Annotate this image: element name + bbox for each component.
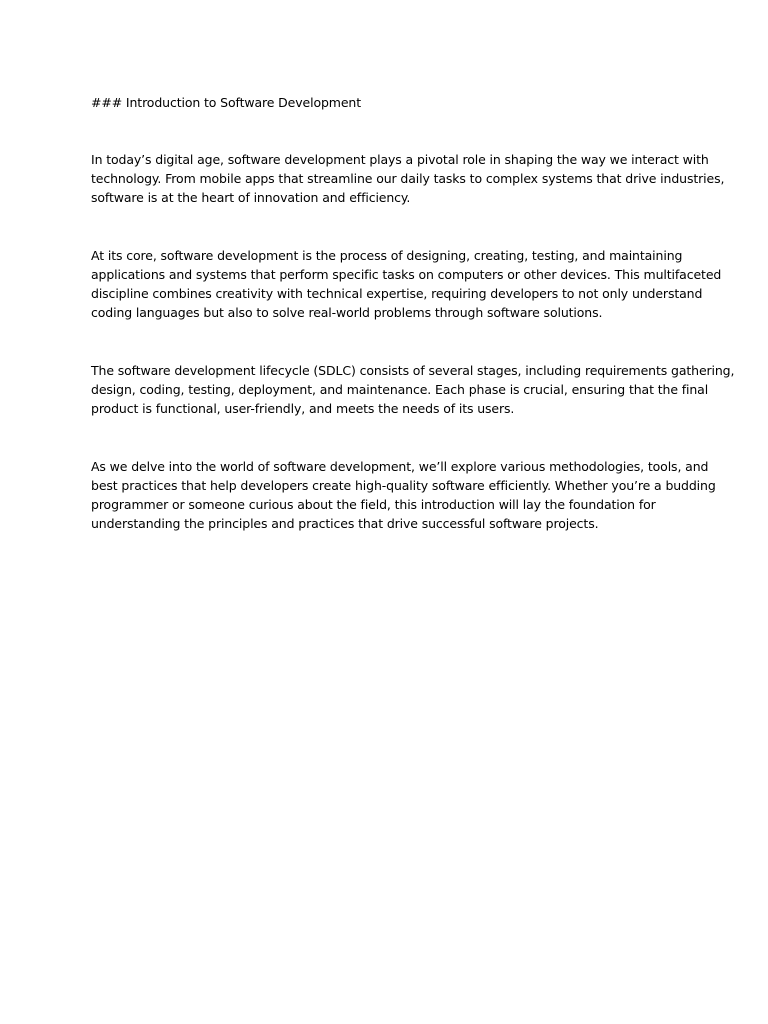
paragraph-line: product is functional, user-friendly, and meets the needs of its users. bbox=[91, 401, 515, 416]
paragraph-line: programmer or someone curious about the field, this introduction will lay the foundation for bbox=[91, 497, 656, 512]
paragraph-4 bbox=[91, 457, 716, 533]
paragraph-line: design, coding, testing, deployment, and maintenance. Each phase is crucial, ensuring that the final bbox=[91, 382, 709, 397]
paragraph-line: As we delve into the world of software development, we’ll explore various methodologies, tools, and bbox=[91, 459, 709, 474]
paragraph-line: At its core, software development is the process of designing, creating, testing, and maintaining bbox=[91, 248, 683, 263]
paragraph-1 bbox=[91, 150, 725, 207]
document-body bbox=[91, 93, 735, 533]
paragraph-line: The software development lifecycle (SDLC) consists of several stages, including requirements gathering, bbox=[91, 363, 735, 378]
document-heading: ### Introduction to Software Development bbox=[91, 95, 362, 110]
paragraph-line: coding languages but also to solve real-world problems through software solutions. bbox=[91, 305, 603, 320]
paragraph-line: understanding the principles and practices that drive successful software projects. bbox=[91, 516, 599, 531]
paragraph-line: applications and systems that perform specific tasks on computers or other devices. This multifaceted bbox=[91, 267, 722, 282]
paragraph-line: best practices that help developers create high-quality software efficiently. Whether you’re a budding bbox=[91, 478, 716, 493]
paragraph-line: technology. From mobile apps that streamline our daily tasks to complex systems that drive industries, bbox=[91, 171, 725, 186]
paragraph-3 bbox=[91, 361, 735, 418]
paragraph-line: discipline combines creativity with technical expertise, requiring developers to not only understand bbox=[91, 286, 703, 301]
paragraph-line: In today’s digital age, software development plays a pivotal role in shaping the way we interact with bbox=[91, 152, 709, 167]
paragraph-line: software is at the heart of innovation and efficiency. bbox=[91, 190, 411, 205]
paragraph-2 bbox=[91, 246, 722, 322]
